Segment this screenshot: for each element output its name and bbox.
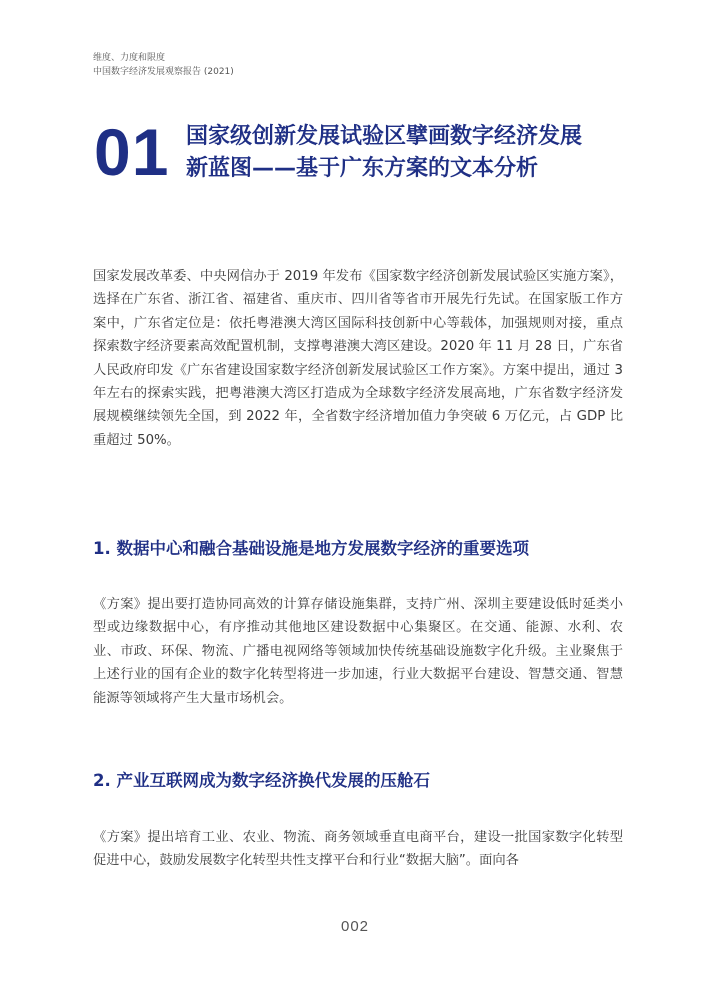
- chapter-title-line-1: 国家级创新发展试验区擘画数字经济发展: [186, 124, 583, 149]
- section-1-heading: 1. 数据中心和融合基础设施是地方发展数字经济的重要选项: [93, 539, 529, 558]
- header-line-2: 中国数字经济发展观察报告 (2021): [93, 67, 234, 77]
- chapter-title-line-2: 新蓝图——基于广东方案的文本分析: [186, 156, 539, 181]
- intro-paragraph: 国家发展改革委、中央网信办于 2019 年发布《国家数字经济创新发展试验区实施方案》，选择在广东省、浙江省、福建省、重庆市、四川省等省市开展先行先试。在国家版工作方案中，广东省定位是：依托粤港澳大湾区国际科技创新中心等载体，加强规则对接，重点探索数字经济要素高效配置机制，支撑粤港澳大湾区建设。2020 年 11 月 28 日，广东省人民政府印发《广东省建设国家数字经济创新发展试验区工作方案》。方案中提出，通过 3 年左右的探索实践，把粤港澳大湾区打造成为全球数字经济发展高地，广东省数字经济发展规模继续领先全国，到 2022 年，全省数字经济增加值力争突破 6 万亿元，占 GDP 比重超过 50%。: [93, 269, 623, 448]
- chapter-number: 01: [94, 115, 170, 189]
- section-2-heading: 2. 产业互联网成为数字经济换代发展的压舱石: [93, 771, 430, 790]
- header-line-1: 维度、力度和限度: [93, 53, 166, 63]
- section-1-paragraph: 《方案》提出要打造协同高效的计算存储设施集群，支持广州、深圳主要建设低时延类小型或边缘数据中心，有序推动其他地区建设数据中心集聚区。在交通、能源、水利、农业、市政、环保、物流、广播电视网络等领域加快传统基础设施数字化升级。主业聚焦于上述行业的国有企业的数字化转型将进一步加速，行业大数据平台建设、智慧交通、智慧能源等领域将产生大量市场机会。: [93, 597, 623, 706]
- page-number: 002: [340, 918, 370, 935]
- chapter-title: [186, 121, 626, 185]
- running-header: [93, 51, 234, 79]
- section-2-paragraph: 《方案》提出培育工业、农业、物流、商务领域垂直电商平台，建设一批国家数字化转型促进中心，鼓励发展数字化转型共性支撑平台和行业“数据大脑”。面向各: [93, 830, 623, 869]
